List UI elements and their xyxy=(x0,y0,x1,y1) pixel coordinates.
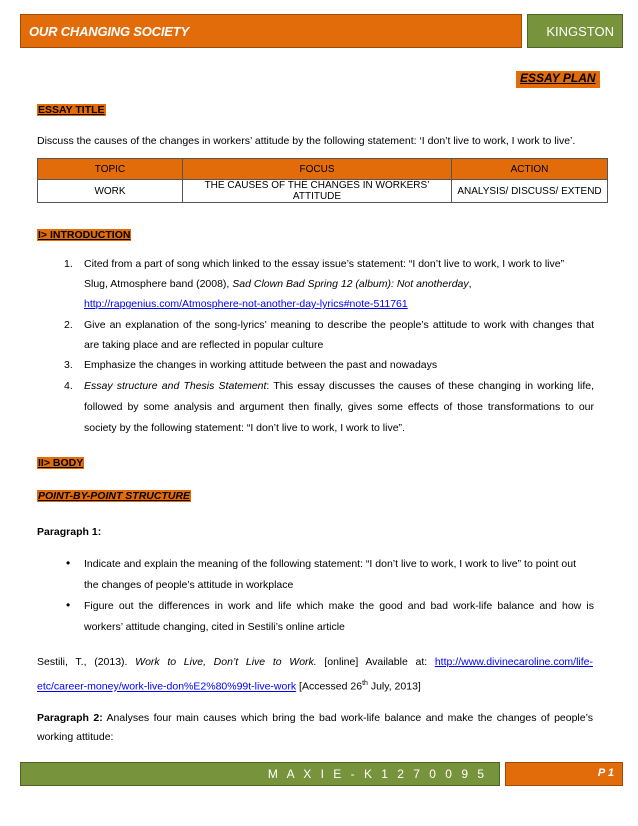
intro-num-2: 2. xyxy=(64,319,73,331)
citation-link[interactable]: http://www.divinecaroline.com/life- xyxy=(434,656,593,668)
paragraph2-line2: working attitude: xyxy=(37,731,114,743)
table-cell-topic: WORK xyxy=(38,180,183,203)
paragraph1-bullet1-line1: Indicate and explain the meaning of the following statement: “I don’t live to work, I work to live” to point out xyxy=(84,558,577,570)
intro-heading: I> INTRODUCTION xyxy=(38,229,131,241)
table-header-row xyxy=(38,159,608,180)
structure-heading: POINT-BY-POINT STRUCTURE xyxy=(38,490,191,502)
citation-line2: etc/career-money/work-live-don%E2%80%99t-live-work [Accessed 26th July, 2013] xyxy=(37,680,421,693)
essay-plan-label: ESSAY PLAN xyxy=(516,71,600,88)
intro-num-4: 4. xyxy=(64,380,73,392)
header-school: KINGSTON xyxy=(546,24,614,39)
intro-item-1-link[interactable]: http://rapgenius.com/Atmosphere-not-another-day-lyrics#note-511761 xyxy=(84,298,408,310)
paragraph1-bullet2-line1: Figure out the differences in work and life which make the good and bad work-life balance and how is xyxy=(84,600,594,612)
footer-page-bar xyxy=(505,762,623,786)
paragraph2-line1: Paragraph 2: Analyses four main causes which bring the bad work-life balance and make the changes of people’s xyxy=(37,712,593,724)
table-header-topic: TOPIC xyxy=(38,159,183,180)
intro-item-1-line2: Slug, Atmosphere band (2008), Sad Clown Bad Spring 12 (album): Not anotherday, xyxy=(84,278,472,290)
footer-author-bar xyxy=(20,762,500,786)
page-header xyxy=(20,14,623,48)
intro-num-3: 3. xyxy=(64,359,73,371)
essay-title-text: Discuss the causes of the changes in workers’ attitude by the following statement: ‘I don’t live to work, I work to live’. xyxy=(37,135,576,147)
paragraph1-heading: Paragraph 1: xyxy=(37,526,102,538)
table-header-focus: FOCUS xyxy=(183,159,452,180)
header-title: OUR CHANGING SOCIETY xyxy=(29,24,189,39)
intro-num-1: 1. xyxy=(64,258,73,270)
essay-title-heading: ESSAY TITLE xyxy=(38,104,105,116)
footer-author: M A X I E - K 1 2 7 0 0 9 5 xyxy=(267,767,487,781)
table-row xyxy=(38,180,608,203)
paragraph1-bullet1-line2: the changes of people’s attitude in workplace xyxy=(84,579,294,591)
page-number: P 1 xyxy=(597,767,614,779)
table-cell-action: ANALYSIS/ DISCUSS/ EXTEND xyxy=(452,180,608,203)
intro-item-4-line3: society by the following statement: “I don’t live to work, I work to live”. xyxy=(84,422,405,434)
intro-item-4-line1: Essay structure and Thesis Statement: This essay discusses the causes of these changing in working life, xyxy=(84,380,594,392)
bullet-icon: • xyxy=(66,556,71,570)
intro-item-3-line1: Emphasize the changes in working attitude between the past and nowadays xyxy=(84,359,438,371)
header-title-bar xyxy=(20,14,522,48)
header-school-bar xyxy=(527,14,623,48)
intro-item-2-line2: are taking place and are reflected in popular culture xyxy=(84,339,324,351)
bullet-icon: • xyxy=(66,598,71,612)
topic-table xyxy=(37,158,608,203)
paragraph1-bullet2-line2: workers’ attitude changing, cited in Sestili’s online article xyxy=(84,621,345,633)
intro-item-1-line1: Cited from a part of song which linked to the essay issue’s statement: “I don’t live to work, I work to live” xyxy=(84,258,565,270)
body-heading: II> BODY xyxy=(38,457,84,469)
citation-link-cont[interactable]: etc/career-money/work-live-don%E2%80%99t-live-work xyxy=(37,680,297,693)
table-cell-focus: THE CAUSES OF THE CHANGES IN WORKERS’ ATTITUDE xyxy=(183,180,452,203)
page-footer xyxy=(20,762,623,786)
table-header-action: ACTION xyxy=(452,159,608,180)
intro-item-2-line1: Give an explanation of the song-lyrics’ meaning to describe the people’s attitude to work with changes that xyxy=(84,319,594,331)
intro-item-4-line2: followed by some analysis and argument then finally, gives some effects of those transformations to our xyxy=(84,401,594,413)
citation-line1: Sestili, T., (2013). Work to Live, Don’t Live to Work. [online] Available at: http://www.divinecaroline.com/life- xyxy=(37,656,593,668)
